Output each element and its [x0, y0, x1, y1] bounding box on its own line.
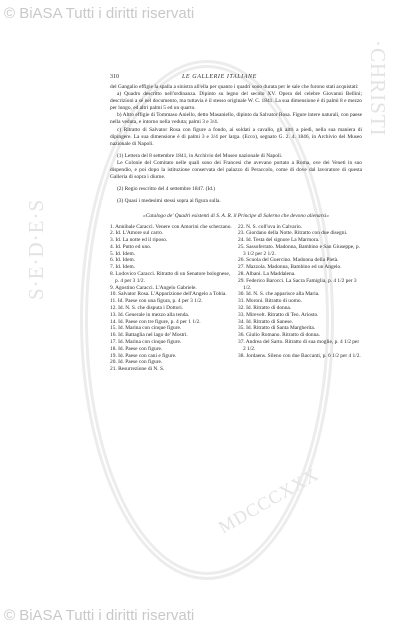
catalog-entry: 12. Id. N. S. che disputa i Dottori. [110, 305, 184, 312]
seal-text-right: ·CHRISTI [366, 40, 390, 137]
catalog-entry: 18. Id. Paese con figure. [110, 345, 163, 352]
catalog-title: «Catalogo de' Quadri esistenti di S. A. R. il Principe di Salerno che devono alienarsi» [143, 213, 329, 220]
catalog-entry: 34. Id. Ritratto di Sanese. [238, 318, 293, 325]
seal-text-left: S·E·D·E·S [24, 198, 48, 300]
catalog-entry: 24. Id. Testa del signore La Marmora. [238, 237, 320, 244]
catalog-entry: 20. Id. Paese con figure. [110, 359, 163, 366]
catalog-entry: 9. Agostino Caracci. L'Angelo Gabriele. [110, 284, 197, 291]
catalog-entry: 35. Id. Ritratto di Santa Margherita. [238, 325, 316, 332]
catalog-entry: 8. Lodovico Caracci. Ritratto di un Senatore bolognese, p. 4 per 3 1/2. [110, 271, 231, 284]
catalog-entry: 32. Id. Ritratto di donna. [238, 305, 292, 312]
footnote: Le Colonie del Comitato nelle quali sono dei Francesi che avevano portato a Roma, ove dei Veneti in suo dispendio, e poi dopo la istituzione conservata del palazzo di Peraccolo, come di dove dal lavoratore di questa Galleria di sopra i diurne. [110, 159, 362, 181]
catalog-entry: 30. Id. N. S. che apparisce alla Maria. [238, 291, 320, 298]
catalog-entry: 10. Salvator Rosa. L'Apparizione dell'Angelo a Tobia. [110, 291, 227, 298]
catalog-entry: 11. Id. Paese con una figura, p. 4 per 3 1/2. [110, 298, 203, 305]
catalog-entry: 1. Annibale Caracci. Venere con Amorini che scherzano. [110, 223, 232, 230]
footnote: (1) Lettera del 8 settembre 1841, in Archivio del Museo nazionale di Napoli. [117, 152, 283, 159]
catalog-entry: 19. Id. Paese con cani e figure. [110, 352, 177, 359]
catalog-entry: 26. Scuola del Guercino. Madonna della Pietà. [238, 257, 339, 264]
catalog-entry: 13. Id. Generale in mezzo alla tenda. [110, 311, 190, 318]
catalog-entry: 38. Jordaens. Sileno con due Baccanti, p. 6 1/2 per 4 1/2. [238, 352, 361, 359]
catalog-entry: 22. N. S. coll'uva in Calvario. [238, 223, 303, 230]
catalog-entry: 3. Id. La notte ed il riposo. [110, 237, 168, 244]
catalog-entry: 15. Id. Marina con cinque figure. [110, 325, 182, 332]
seal-text-bottom: MDCCCXXX [215, 463, 323, 538]
catalog-entry: 17. Id. Marina con cinque figure. [110, 339, 182, 346]
running-title: LE GALLERIE ITALIANE [182, 74, 257, 80]
body-paragraph: a) Quadro descritto nell'ordinanza. Dipinto su legno del secolo XV. Opera del celebre Giovanni Bellini; descrizioni a sé nel documento, ma tuttavia è il stesso originale W. C. 1841. La sua dimensione è di palmi 8 e mezzo per lungo, ed altri palmi 5 ed un quarto. [110, 91, 362, 112]
catalog-entry: 6. Id. Idem. [110, 257, 136, 264]
catalog-entry: 2. Id. L'Amore sul carro. [110, 230, 164, 237]
catalog-columns [110, 224, 362, 374]
catalog-entry: 25. Sassoferrato. Madonna, Bambino e San Giuseppe, p. 3 1/2 per 2 1/2. [238, 243, 360, 257]
catalog-entry: 36. Giulio Romano. Ritratto di donna. [238, 332, 321, 339]
body-paragraph: del Gangalio effigie la spalla a sinistra all'ella per quanto i quadri sono durata per le sale che furono stati acquistati: [110, 84, 359, 90]
catalog-entry: 28. Albani. La Maddalena. [238, 271, 296, 278]
body-paragraph: b) Altro effigie di Tommaso Aniello, detto Masaniello, dipinto da Salvator Rosa. Figure intere naturali, con paese nella veduta, e intorno nella veduta; palmi 3 e 3/4. [110, 112, 362, 126]
catalog-left-column [110, 224, 233, 374]
footnote: (2) Regio rescritto del 4 settembre 1847. (Id.) [117, 186, 216, 193]
catalog-entry: 21. Resurrezione di N. S. [110, 366, 165, 373]
catalog-entry: 4. Id. Putto ed uno. [110, 243, 152, 250]
page-header [110, 74, 362, 84]
catalog-entry: 23. Giordano della Notte. Ritratto con due disegni. [238, 230, 348, 237]
catalog-entry: 29. Federico Barocci. La Sacra Famiglia, p. 4 1/2 per 3 1/2. [238, 277, 357, 291]
catalog-entry: 7. Id. Idem. [110, 264, 136, 271]
page-content [110, 74, 362, 373]
catalog-entry: 31. Moroni. Ritratto di uomo. [238, 298, 302, 305]
watermark-top: © BiASA Tutti i diritti riservati [4, 5, 195, 22]
catalog-entry: 14. Id. Paese con tre figure, p. 4 per 1 1/2. [110, 318, 201, 325]
page-number: 310 [110, 74, 119, 80]
catalog-entry: 37. Andrea del Sarto. Ritratto di sua moglie, p. 4 1/2 per 2 1/2. [238, 339, 360, 352]
footnote: (3) Quasi i medesimi stessi sopra ai figura sulla. [117, 198, 221, 205]
watermark-bottom: © BiASA Tutti i diritti riservati [4, 607, 195, 624]
catalog-entry: 33. Mirevelt. Ritratto di Teo. Ariosto. [238, 311, 319, 318]
catalog-entry: 27. Mazzola. Madonna, Bambino ed un Angelo. [238, 264, 342, 271]
catalog-right-column [238, 224, 361, 374]
body-paragraph: c) Ritratto di Salvator Rosa con figure a fondo, ai soldati a cavallo, gli altri a piedi, nella sua maniera di dipingere. La sua dimensione è di palmi 3 e 3/4 per larga. (Ecco), segnato G. 2. 4. 1846, in Archivio del Museo nazionale di Napoli. [110, 126, 362, 147]
catalog-entry: 5. Id. Idem. [110, 250, 136, 257]
catalog-entry: 16. Id. Battaglia nel lago de' Mostri. [110, 332, 188, 339]
